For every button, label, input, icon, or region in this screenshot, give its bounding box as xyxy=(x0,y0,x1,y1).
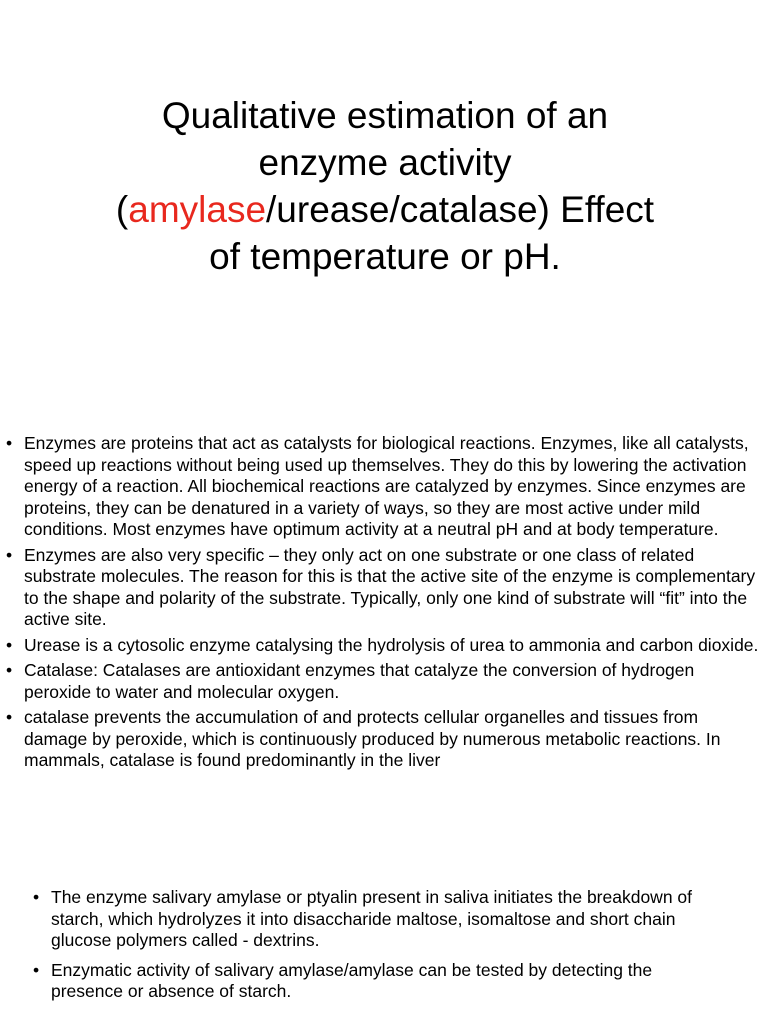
title-accent-amylase: amylase xyxy=(128,189,267,230)
bullet-salivary-amylase: • The enzyme salivary amylase or ptyalin present in saliva initiates the breakdown of starch, which hydrolyzes it into disaccharide maltose, isomaltose and short chain glucose polymers called - dextrins. xyxy=(31,887,721,952)
amylase-facts-list xyxy=(31,887,721,1011)
enzyme-facts-list xyxy=(4,433,764,776)
bullet-enzymes-specific: • Enzymes are also very specific – they only act on one substrate or one class of related substrate molecules. The reason for this is that the active site of the enzyme is complementary to the shape and polarity of the substrate. Typically, only one kind of substrate will “fit” into the active site. xyxy=(4,545,764,631)
title-line-2: enzyme activity xyxy=(258,142,512,183)
bullet-catalase-function: • catalase prevents the accumulation of and protects cellular organelles and tissues from damage by peroxide, which is continuously produced by numerous metabolic reactions. In mammals, catalase is found predominantly in the liver xyxy=(4,707,764,772)
bullet-urease: • Urease is a cytosolic enzyme catalysing the hydrolysis of urea to ammonia and carbon dioxide. xyxy=(4,635,764,657)
title-line-3-rest: /urease/catalase) Effect xyxy=(266,189,655,230)
page-title xyxy=(95,92,675,280)
title-line-4: of temperature or pH. xyxy=(209,236,561,277)
title-line-1: Qualitative estimation of an xyxy=(161,95,609,136)
bullet-amylase-test: • Enzymatic activity of salivary amylase/amylase can be tested by detecting the presence or absence of starch. xyxy=(31,960,721,1003)
bullet-catalase-definition: • Catalase: Catalases are antioxidant enzymes that catalyze the conversion of hydrogen peroxide to water and molecular oxygen. xyxy=(4,660,764,703)
bullet-enzymes-proteins: • Enzymes are proteins that act as catalysts for biological reactions. Enzymes, like all catalysts, speed up reactions without being used up themselves. They do this by lowering the activation energy of a reaction. All biochemical reactions are catalyzed by enzymes. Since enzymes are proteins, they can be denatured in a variety of ways, so they are most active under mild conditions. Most enzymes have optimum activity at a neutral pH and at body temperature. xyxy=(4,433,764,541)
title-paren-open: ( xyxy=(115,189,129,230)
